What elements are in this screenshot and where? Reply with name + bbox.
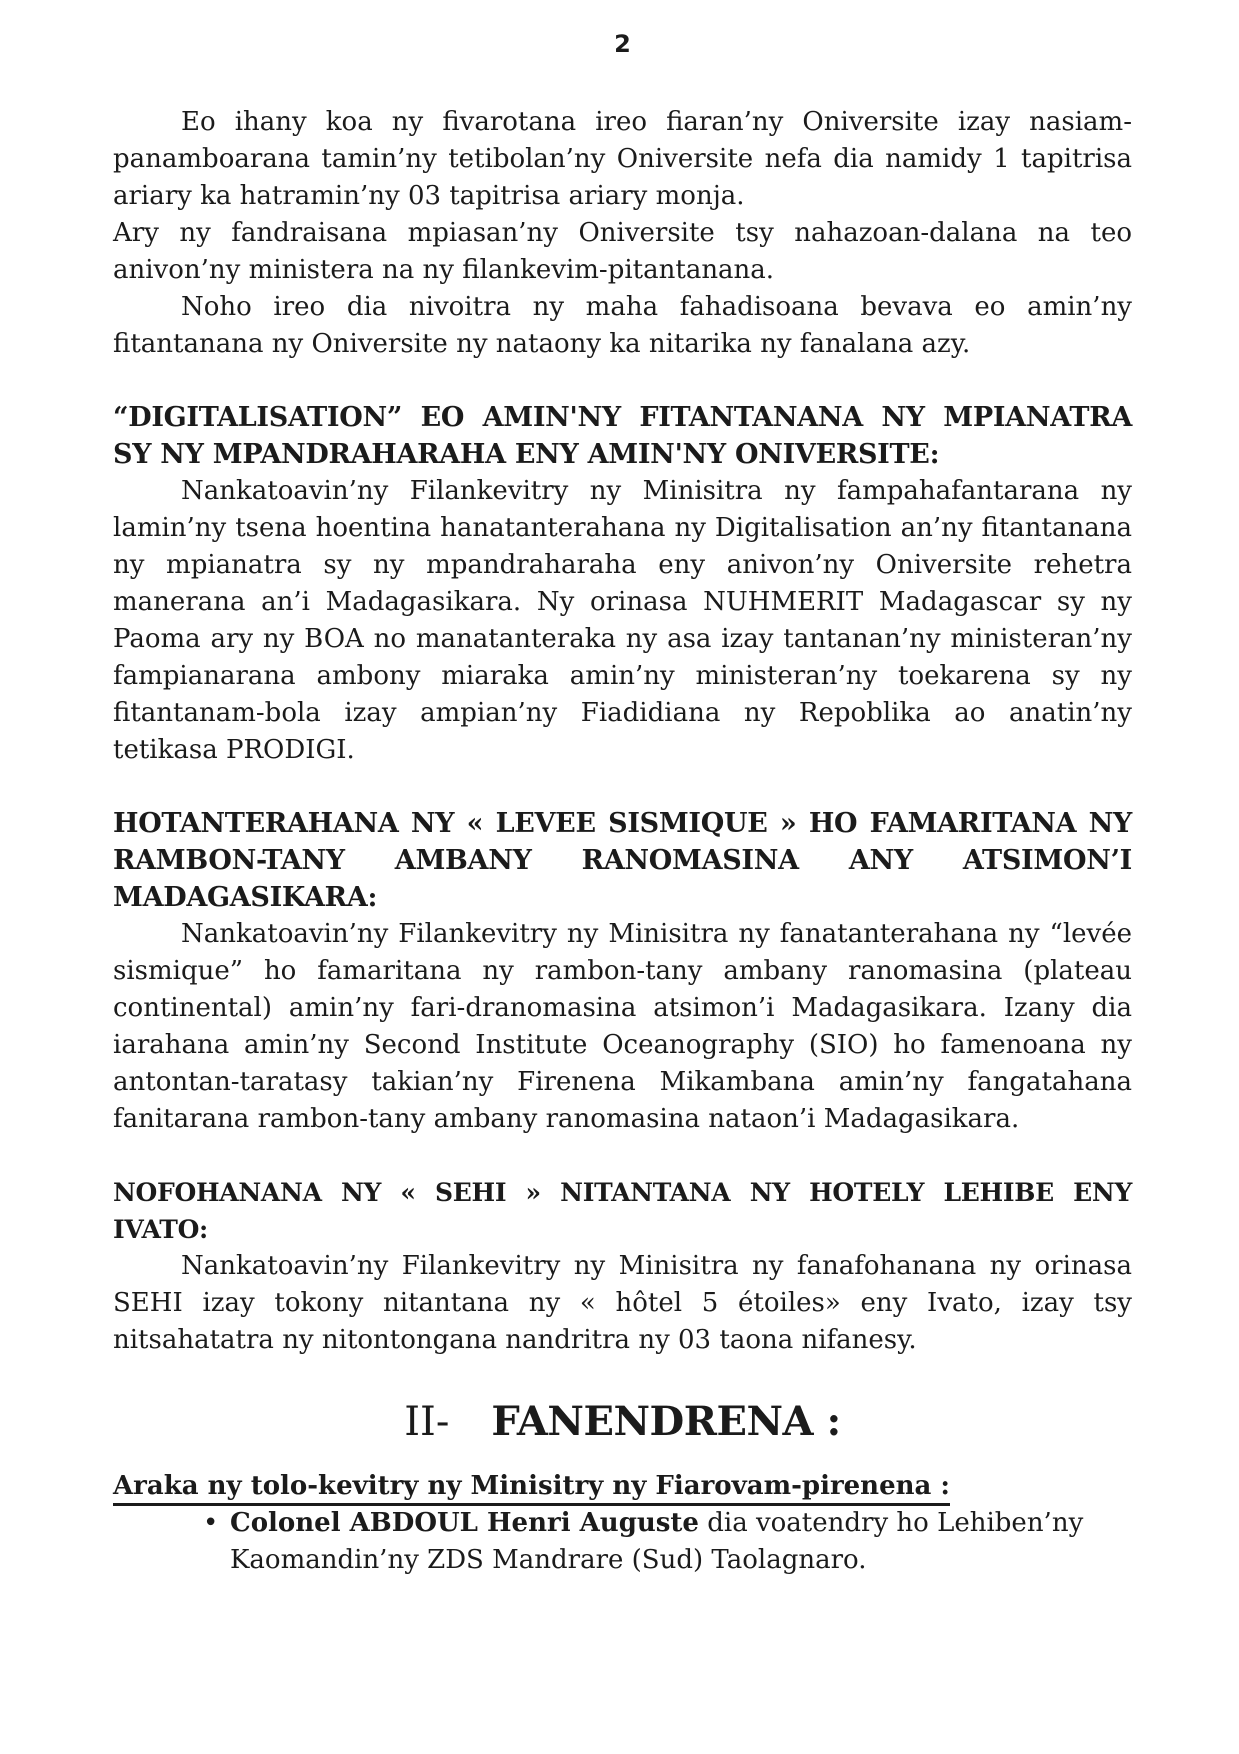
subheading-araka — [113, 1468, 1132, 1505]
paragraph-levee-sismique: Nankatoavin’ny Filankevitry ny Minisitra ny fanatanterahana ny “levée sismique” ho famaritana ny rambon-tany ambany ranomasina (plateau continental) amin’ny fari-dranomasina atsimon’i Madagasikara. Izany dia iarahana amin’ny Second Institute Oceanography (SIO) ho famenoana ny antontan-taratasy takian’ny Firenena Mikambana amin’ny fangatahana fanitarana rambon-tany ambany ranomasina nataon’i Madagasikara. — [113, 919, 1132, 1134]
heading-levee-sismique: HOTANTERAHANA NY « LEVEE SISMIQUE » HO FAMARITANA NY RAMBON-TANY AMBANY RANOMASINA ANY ATSIMON’I MADAGASIKARA: — [113, 808, 1132, 913]
page-number: 2 — [614, 30, 631, 58]
section-numeral: II- — [404, 1399, 450, 1445]
paragraph-digitalisation: Nankatoavin’ny Filankevitry ny Minisitra ny fampahafantarana ny lamin’ny tsena hoentina hanatanterahana ny Digitalisation an’ny fitantanana ny mpianatra sy ny mpandraharaha eny anivon’ny Oniversite rehetra manerana an’i Madagasikara. Ny orinasa NUHMERIT Madagascar sy ny Paoma ary ny BOA no manatanteraka ny asa izay tantanan’ny ministeran’ny fampianarana ambony miaraka amin’ny ministeran’ny toekarena sy ny fitantanam-bola izay ampian’ny Fiadidiana ny Repoblika ao anatin’ny tetikasa PRODIGI. — [113, 476, 1132, 765]
paragraph-sehi: Nankatoavin’ny Filankevitry ny Minisitra ny fanafohanana ny orinasa SEHI izay tokony nitantana ny « hôtel 5 étoiles» eny Ivato, izay tsy nitsahatatra ny nitontongana nandritra ny 03 taona nifanesy. — [113, 1251, 1132, 1355]
heading-digitalisation: “DIGITALISATION” EO AMIN'NY FITANTANANA NY MPIANATRA SY NY MPANDRAHARAHA ENY AMIN'NY ONIVERSITE: — [113, 402, 1132, 470]
section-heading-fanendrena — [113, 1398, 1132, 1446]
paragraph-intro-1: Eo ihany koa ny fivarotana ireo fiaran’ny Oniversite izay nasiam-panamboarana tamin’ny tetibolan’ny Oniversite nefa dia namidy 1 tapitrisa ariary ka hatramin’ny 03 tapitrisa ariary monja. — [113, 107, 1132, 211]
paragraph-intro-2: Ary ny fandraisana mpiasan’ny Oniversite tsy nahazoan-dalana na teo anivon’ny ministera na ny filankevim-pitantanana. — [113, 218, 1132, 285]
heading-sehi: NOFOHANANA NY « SEHI » NITANTANA NY HOTELY LEHIBE ENY IVATO: — [113, 1178, 1132, 1244]
section-title: FANENDRENA : — [491, 1398, 841, 1445]
bullet-text: dia voatendry ho Lehiben’ny Kaomandin’ny ZDS Mandrare (Sud) Taolagnaro. — [230, 1508, 1084, 1575]
bullet-name-bold: Colonel ABDOUL Henri Auguste — [230, 1508, 699, 1538]
paragraph-intro-3: Noho ireo dia nivoitra ny maha fahadisoana bevava eo amin’ny fitantanana ny Oniversite ny nataony ka nitarika ny fanalana azy. — [113, 292, 1132, 359]
subheading-araka-text: Araka ny tolo-kevitry ny Minisitry ny Fiarovam-pirenena : — [113, 1471, 950, 1506]
bullet-icon: • — [203, 1508, 219, 1538]
list-item-colonel — [113, 1505, 1132, 1579]
